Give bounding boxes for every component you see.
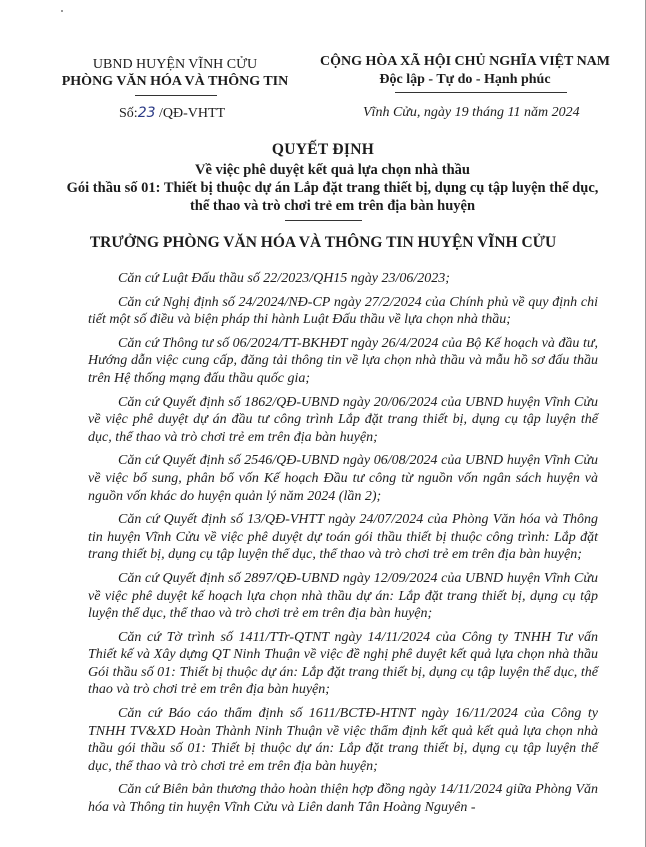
issuer-underline — [135, 95, 217, 96]
issuer-header — [60, 56, 290, 90]
legal-basis-paragraph: Căn cứ Quyết định số 13/QĐ-VHTT ngày 24/07/2024 của Phòng Văn hóa và Thông tin huyện Vĩnh Cửu về việc phê duyệt dự toán gói thầu thiết bị thuộc công trình: Lắp đặt trang thiết bị, dụng cụ tập luyện thể dục, thể thao và trò chơi trẻ em trên địa bàn huyện; — [88, 512, 598, 563]
scan-speck — [61, 10, 63, 12]
legal-basis-paragraph: Căn cứ Nghị định số 24/2024/NĐ-CP ngày 27/2/2024 của Chính phủ về quy định chi tiết một số điều và biện pháp thi hành Luật Đấu thầu về lựa chọn nhà thầu; — [88, 294, 598, 328]
legal-basis-paragraph: Căn cứ Báo cáo thẩm định số 1611/BCTĐ-HTNT ngày 16/11/2024 của Công ty TNHH TV&XD Hoàn Thành Ninh Thuận về việc thẩm định kết quả kết quả lựa chọn nhà thầu gói thầu số 01: Thiết bị thuộc dự án: Lắp đặt trang thiết bị, dụng cụ tập luyện thể dục, thể thao và trò chơi trẻ em trên địa bàn huyện; — [88, 706, 598, 774]
legal-basis-paragraph: Căn cứ Quyết định số 2897/QĐ-UBND ngày 12/09/2024 của UBND huyện Vĩnh Cửu về việc phê duyệt kế hoạch lựa chọn nhà thầu dự án: Lắp đặt trang thiết bị, dụng cụ tập luyện thể dục, thể thao và trò chơi trẻ em trên địa bàn huyện; — [88, 570, 598, 622]
country-name: CỘNG HÒA XÃ HỘI CHỦ NGHĨA VIỆT NAM — [319, 54, 610, 69]
subtitle-line-1: Về việc phê duyệt kết quả lựa chọn nhà thầu — [195, 162, 470, 178]
legal-basis-paragraph: Căn cứ Quyết định số 2546/QĐ-UBND ngày 06/08/2024 của UBND huyện Vĩnh Cửu về việc bổ sung, phân bổ vốn Kế hoạch Đầu tư công từ nguồn vốn ngân sách huyện và nguồn vốn khác do huyện quản lý năm 2024 (lần 2); — [88, 453, 598, 504]
national-motto: Độc lập - Tự do - Hạnh phúc — [379, 72, 551, 87]
motto-underline — [395, 92, 567, 93]
document-number-handwritten: 23 — [137, 105, 156, 121]
issuer-agency: UBND HUYỆN VĨNH CỬU — [92, 57, 258, 72]
national-header — [300, 53, 630, 89]
legal-basis-paragraph: Căn cứ Biên bản thương thảo hoàn thiện hợp đồng ngày 14/11/2024 giữa Phòng Văn hóa và Thông tin huyện Vĩnh Cửu và Liên danh Tân Hoàng Nguyên - — [88, 782, 598, 816]
title-underline — [285, 220, 362, 221]
issuing-authority: TRƯỞNG PHÒNG VĂN HÓA VÀ THÔNG TIN HUYỆN VĨNH CỬU — [89, 234, 557, 251]
document-number-suffix: /QĐ-VHTT — [159, 106, 226, 121]
legal-basis-paragraph: Căn cứ Quyết định số 1862/QĐ-UBND ngày 20/06/2024 của UBND huyện Vĩnh Cửu về việc phê duyệt dự án đầu tư công trình Lắp đặt trang thiết bị, dụng cụ tập luyện thể dục, thể thao và trò chơi trẻ em trên địa bàn huyện; — [88, 394, 598, 445]
legal-basis-paragraph: Căn cứ Thông tư số 06/2024/TT-BKHĐT ngày 26/4/2024 của Bộ Kế hoạch và đầu tư, Hướng dẫn việc cung cấp, đăng tải thông tin về lựa chọn nhà thầu và mẫu hồ sơ đấu thầu trên Hệ thống mạng đấu thầu quốc gia; — [88, 335, 598, 386]
document-title: QUYẾT ĐỊNH — [271, 141, 375, 158]
legal-basis — [88, 270, 598, 823]
issuer-department: PHÒNG VĂN HÓA VÀ THÔNG TIN — [61, 74, 289, 89]
document-number-prefix: Số: — [119, 106, 138, 121]
place-date: Vĩnh Cửu, ngày 19 tháng 11 năm 2024 — [363, 105, 580, 120]
legal-basis-paragraph: Căn cứ Luật Đấu thầu số 22/2023/QH15 ngày 23/06/2023; — [118, 271, 450, 286]
document-subtitle — [60, 161, 605, 215]
legal-basis-paragraph: Căn cứ Tờ trình số 1411/TTr-QTNT ngày 14/11/2024 của Công ty TNHH Tư vấn Thiết kế và Xây dựng QT Ninh Thuận về việc đề nghị phê duyệt kết quả lựa chọn nhà thầu Gói thầu số 01: Thiết bị thuộc dự án: Lắp đặt trang thiết bị, dụng cụ tập luyện thể dục, thể thao và trò chơi trẻ em trên địa bàn huyện; — [88, 629, 598, 698]
subtitle-line-2: Gói thầu số 01: Thiết bị thuộc dự án Lắp đặt trang thiết bị, dụng cụ tập luyện thể dục, thể thao và trò chơi trẻ em trên địa bàn huyện — [66, 180, 599, 214]
document-number — [119, 103, 225, 124]
